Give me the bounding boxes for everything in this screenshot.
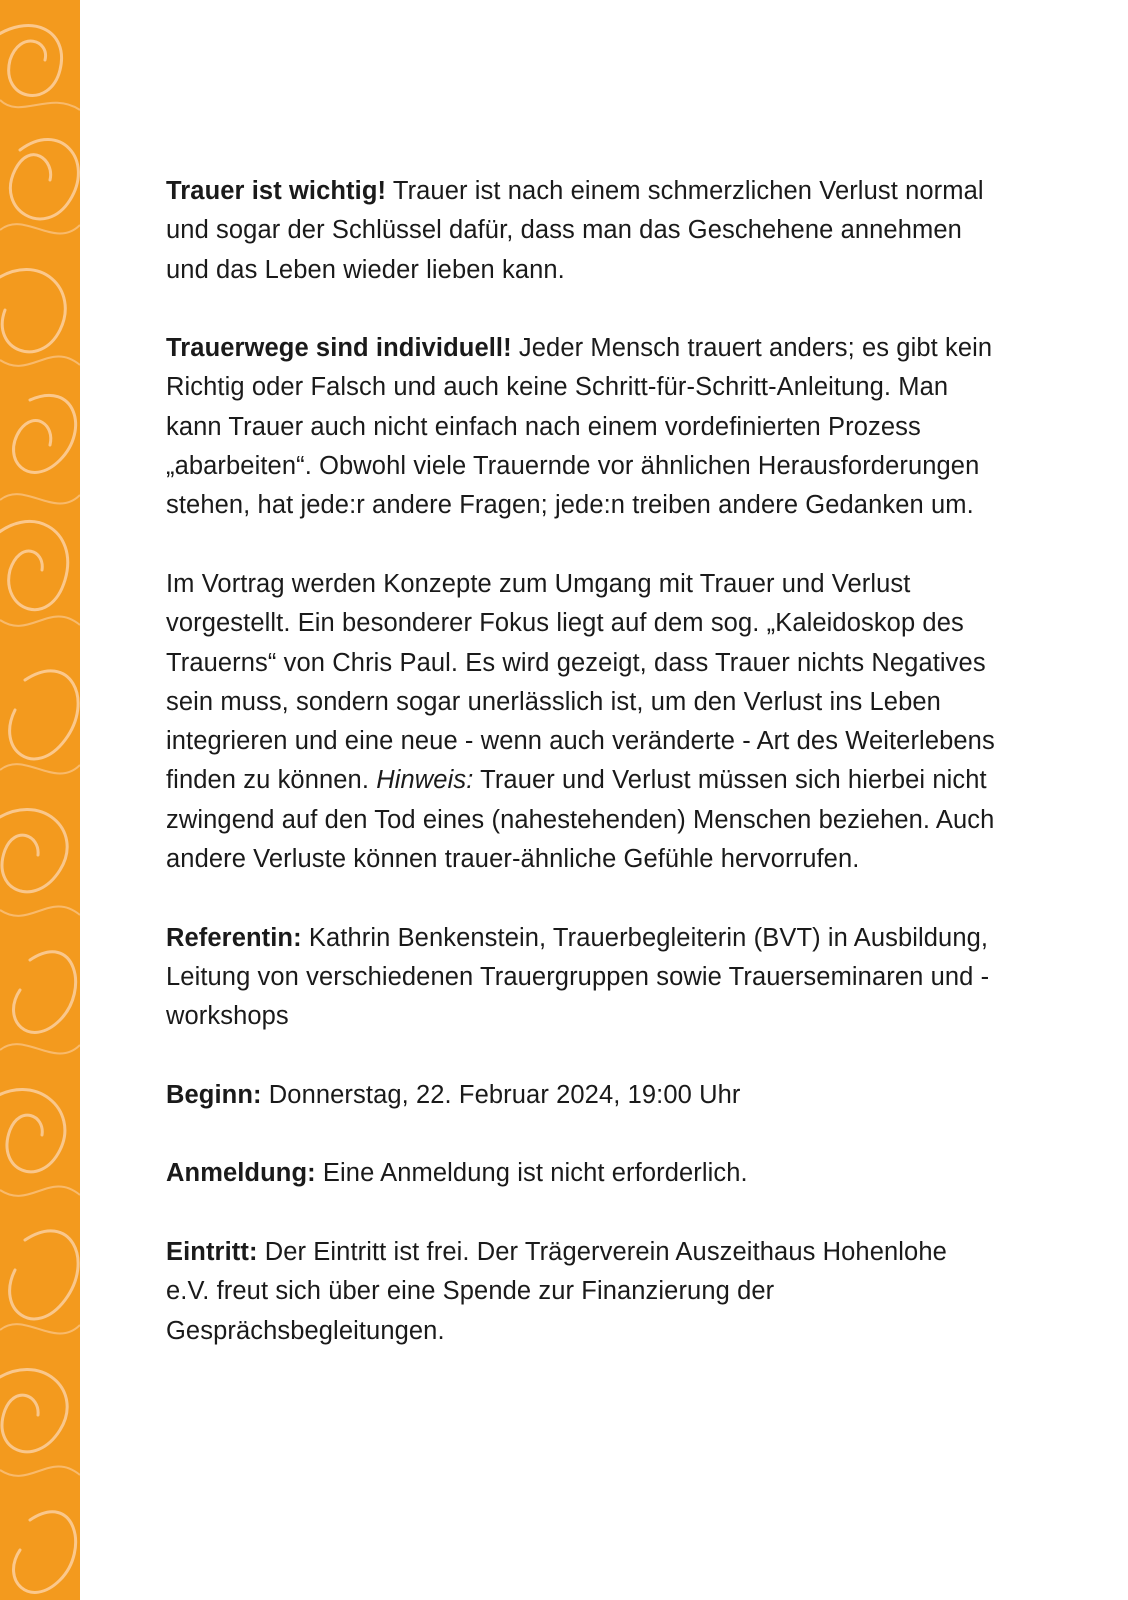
lead-start: Beginn: [166, 1080, 262, 1109]
paragraph-importance [166, 172, 996, 290]
decorative-side-band [0, 0, 80, 1600]
document-body [166, 172, 996, 1390]
text-lecture-after: Trauer und Verlust müssen sich hierbei nicht zwingend auf den Tod eines (nahestehenden) Menschen beziehen. Auch andere Verluste können trauer-ähnliche Gefühle hervorrufen. [166, 766, 995, 874]
lead-registration: Anmeldung: [166, 1159, 316, 1188]
paragraph-lecture [166, 565, 996, 879]
text-individual: Jeder Mensch trauert anders; es gibt kein Richtig oder Falsch und auch keine Schritt-für-Schritt-Anleitung. Man kann Trauer auch nicht einfach nach einem vordefinierten Prozess „abarbeiten“. Obwohl viele Trauernde vor ähnlichen Herausforderungen stehen, hat jede:r andere Fragen; jede:n treiben andere Gedanken um. [166, 334, 993, 520]
paragraph-admission [166, 1233, 996, 1351]
lead-admission: Eintritt: [166, 1238, 258, 1267]
lead-importance: Trauer ist wichtig! [166, 177, 387, 205]
paragraph-speaker [166, 919, 996, 1037]
paragraph-start [166, 1076, 996, 1115]
lead-individual: Trauerwege sind individuell! [166, 334, 512, 363]
text-start: Donnerstag, 22. Februar 2024, 19:00 Uhr [261, 1080, 741, 1109]
text-registration: Eine Anmeldung ist nicht erforderlich. [315, 1159, 748, 1188]
text-importance: Trauer ist nach einem schmerzlichen Verlust normal und sogar der Schlüssel dafür, dass man das Geschehene annehmen und das Leben wieder lieben kann. [166, 177, 984, 284]
text-speaker: Kathrin Benkenstein, Trauerbegleiterin (BVT) in Ausbildung, Leitung von verschiedenen Trauergruppen sowie Trauerseminaren und -workshops [166, 923, 990, 1031]
text-admission: Der Eintritt ist frei. Der Trägerverein Auszeithaus Hohenlohe e.V. freut sich über eine Spende zur Finanzierung der Gesprächsbegleitungen. [166, 1238, 947, 1345]
paragraph-registration [166, 1154, 996, 1193]
text-lecture-before: Im Vortrag werden Konzepte zum Umgang mit Trauer und Verlust vorgestellt. Ein besonderer Fokus liegt auf dem sog. „Kaleidoskop des Trauerns“ von Chris Paul. Es wird gezeigt, dass Trauer nichts Negatives sein muss, sondern sogar unerlässlich ist, um den Verlust ins Leben integrieren und eine neue - wenn auch veränderte - Art des Weiterlebens finden zu können. [166, 569, 995, 795]
orange-swirl-pattern-icon [0, 0, 80, 1600]
paragraph-individual [166, 329, 996, 525]
note-label: Hinweis: [376, 766, 474, 795]
lead-speaker: Referentin: [166, 923, 302, 952]
